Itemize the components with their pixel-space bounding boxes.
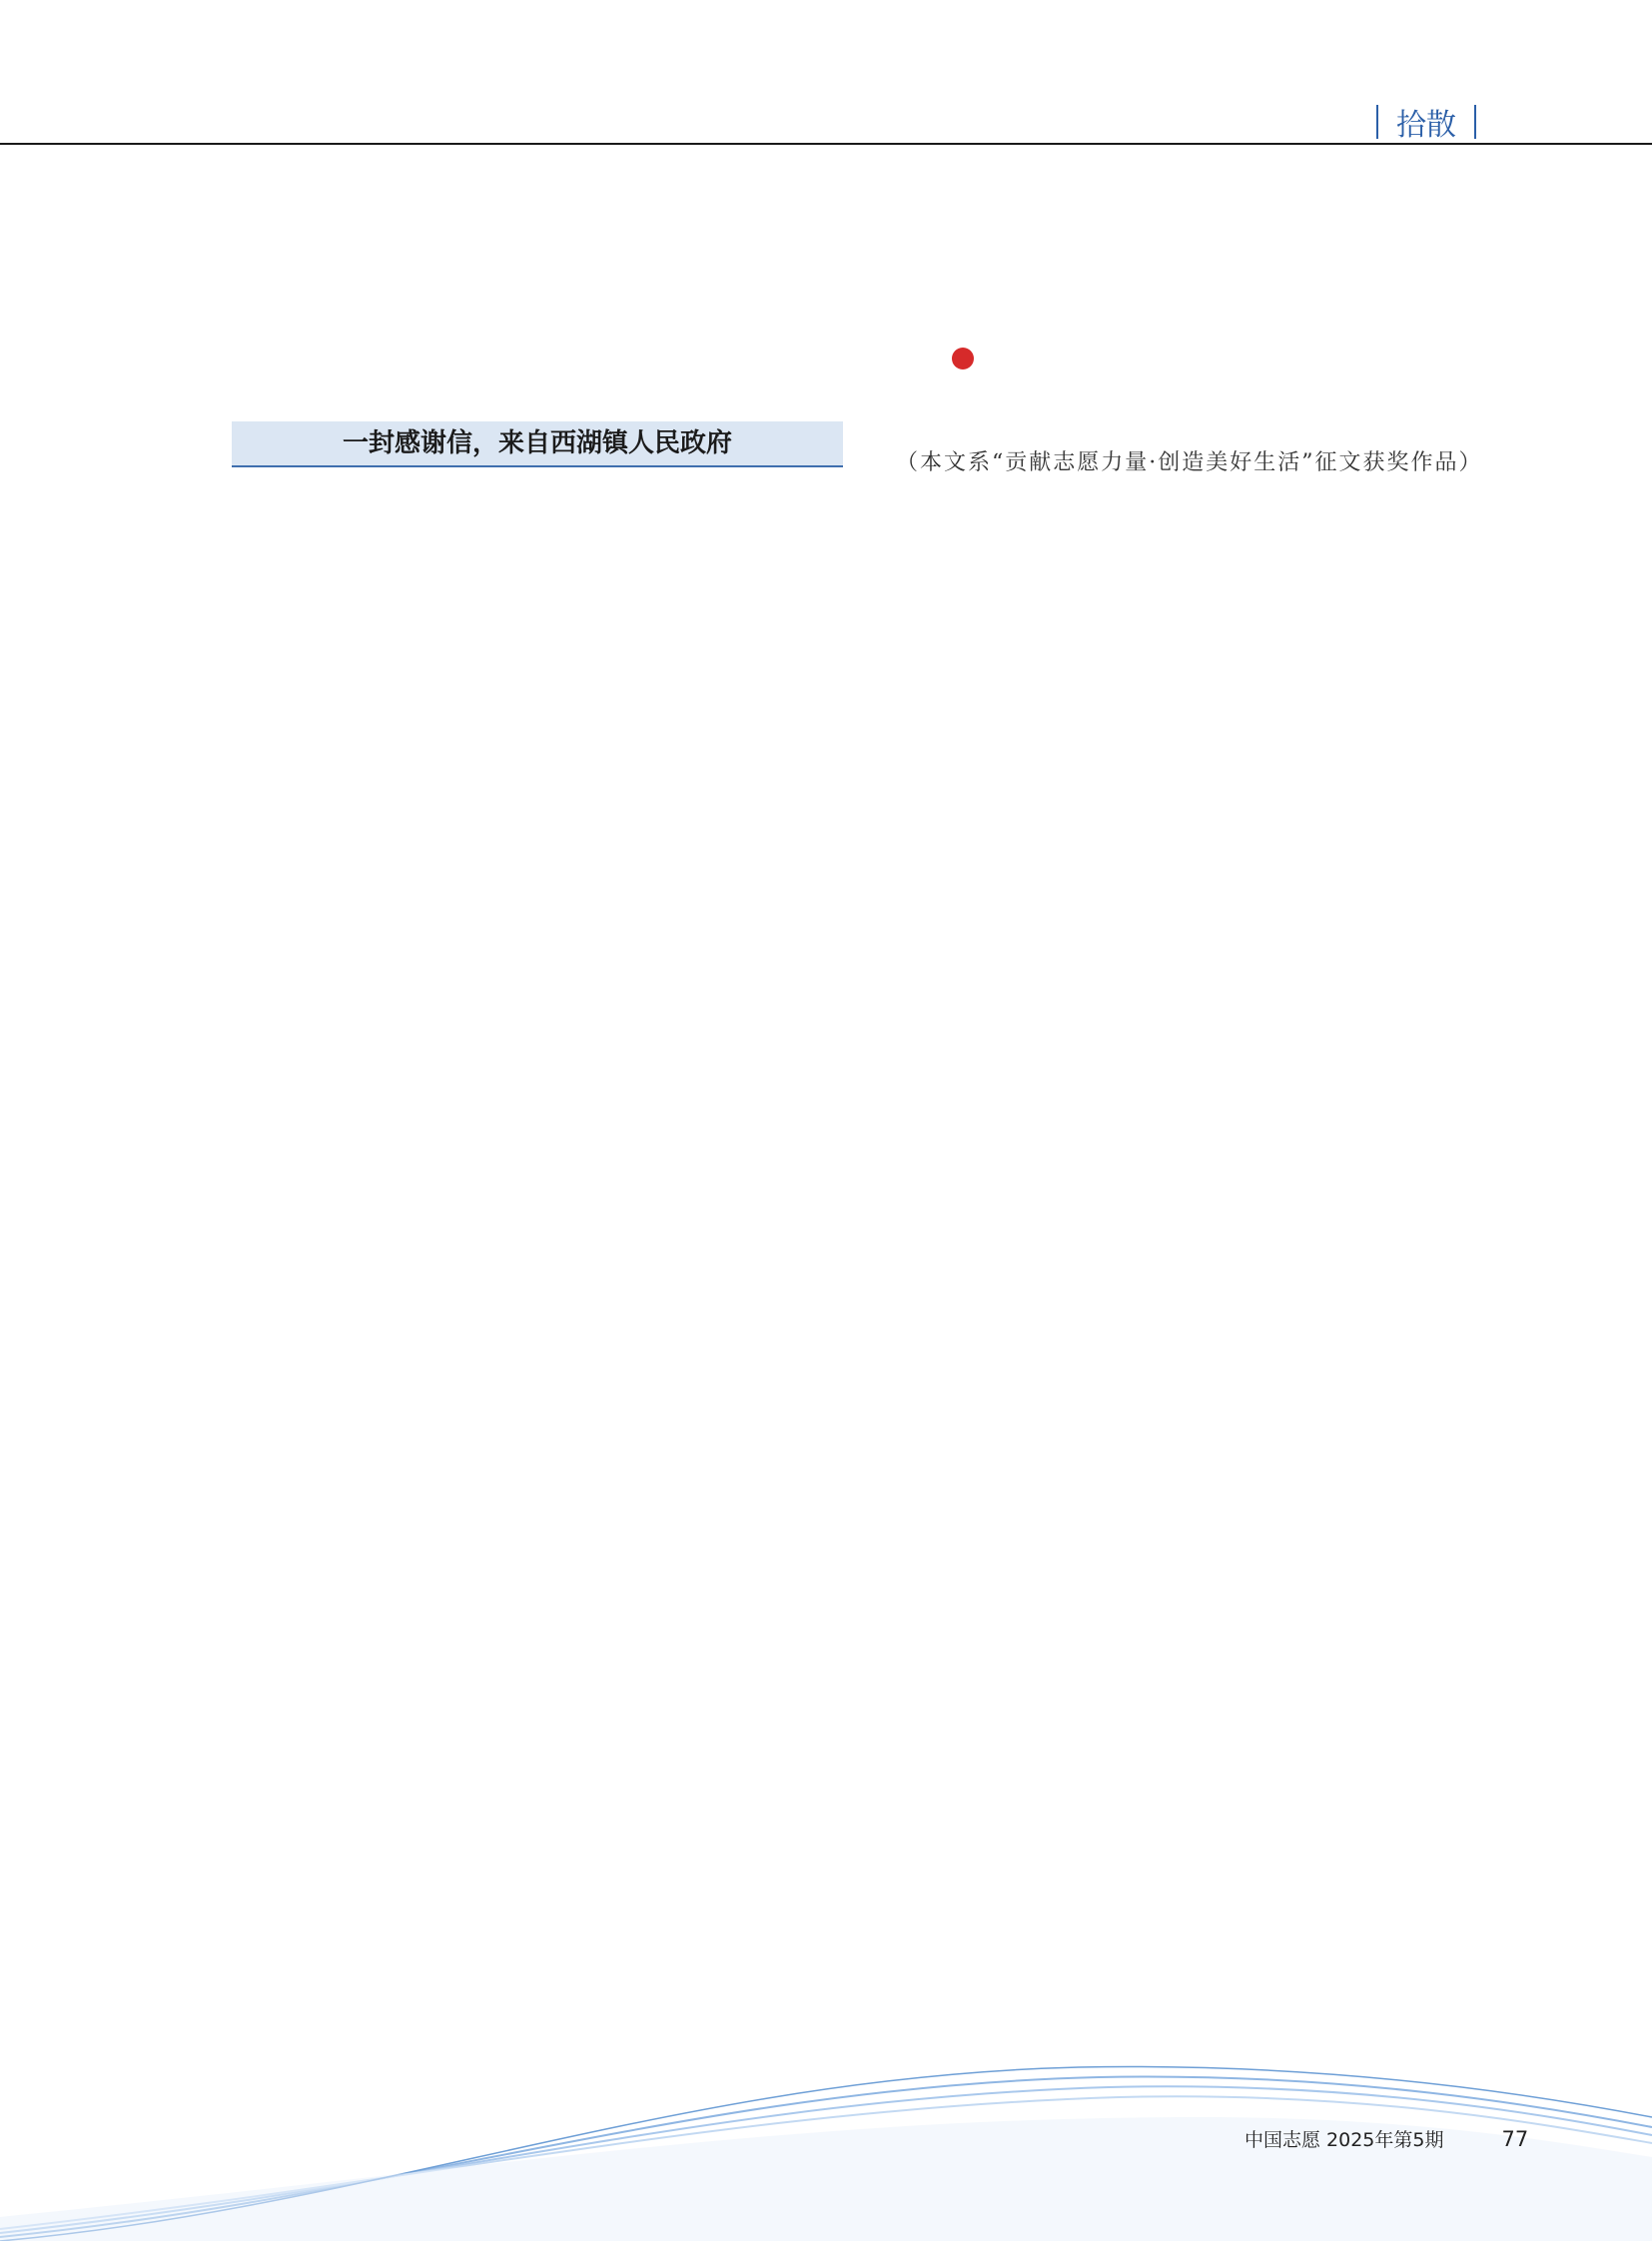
left-column bbox=[232, 332, 843, 507]
paragraph-last bbox=[896, 332, 1507, 381]
footer bbox=[1244, 2125, 1528, 2152]
author-note: （本文系“贡献志愿力量·创造美好生活”征文获奖作品） bbox=[896, 450, 1483, 475]
page-number: 77 bbox=[1501, 2127, 1529, 2151]
section-label bbox=[1376, 100, 1476, 144]
section-label-text: 拾散 bbox=[1396, 108, 1456, 143]
end-mark-icon: 志 bbox=[952, 348, 974, 370]
subheading: 一封感谢信，来自西湖镇人民政府 bbox=[232, 421, 843, 467]
section-label-right-bar bbox=[1474, 105, 1476, 139]
section-label-left-bar bbox=[1376, 105, 1378, 139]
publication-info: 中国志愿 2025年第5期 bbox=[1244, 2129, 1444, 2151]
right-column bbox=[896, 332, 1507, 485]
